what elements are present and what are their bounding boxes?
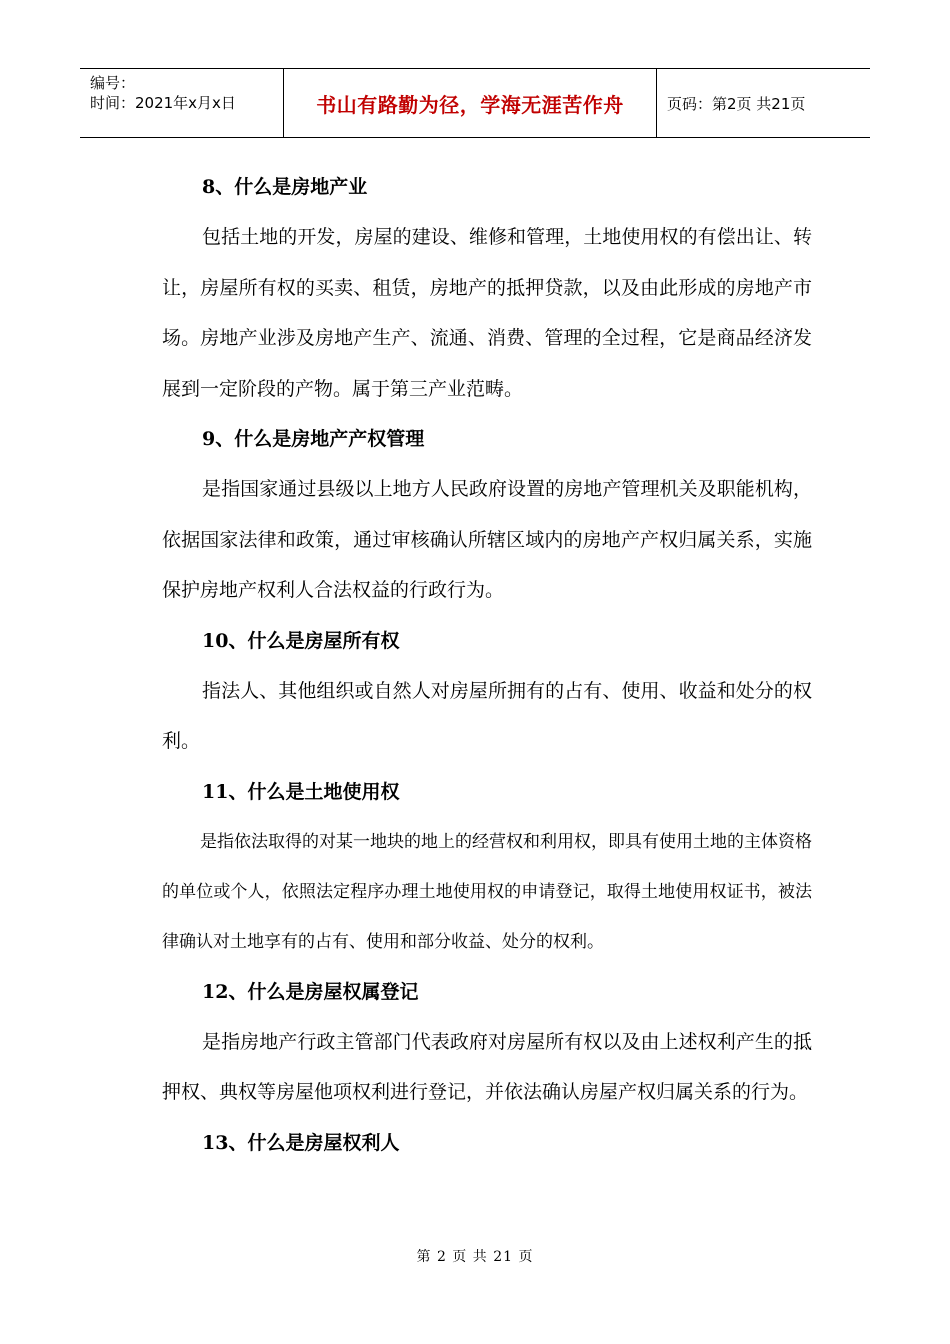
header-page-info: 页码：第2页 共21页 <box>667 94 806 113</box>
page-footer: 第 2 页 共 21 页 <box>416 1249 534 1265</box>
answer-paragraph: 包括土地的开发，房屋的建设、维修和管理，土地使用权的有偿出让、转让，房屋所有权的买卖、租赁，房地产的抵押贷款，以及由此形成的房地产市场。房地产业涉及房地产生产、流通、消费、管理的全过程，它是商品经济发展到一定阶段的产物。属于第三产业范畴。 <box>162 226 812 400</box>
answer-paragraph: 是指房地产行政主管部门代表政府对房屋所有权以及由上述权利产生的抵押权、典权等房屋他项权利进行登记，并依法确认房屋产权归属关系的行为。 <box>162 1030 812 1103</box>
question-heading: 13、什么是房屋权利人 <box>202 1131 400 1154</box>
page-header <box>80 68 870 138</box>
serial-number-label: 编号： <box>90 74 136 92</box>
answer-paragraph: 指法人、其他组织或自然人对房屋所拥有的占有、使用、收益和处分的权利。 <box>162 679 812 752</box>
question-heading: 12、什么是房屋权属登记 <box>202 980 419 1003</box>
date-label: 时间：2021年x月x日 <box>90 94 236 112</box>
question-heading: 9、什么是房地产产权管理 <box>202 428 425 450</box>
document-body <box>162 162 812 1168</box>
question-heading: 10、什么是房屋所有权 <box>202 629 400 652</box>
header-meta <box>80 69 283 137</box>
question-heading: 11、什么是土地使用权 <box>202 780 400 803</box>
answer-paragraph: 是指国家通过县级以上地方人民政府设置的房地产管理机关及职能机构，依据国家法律和政策，通过审核确认所辖区域内的房地产产权归属关系，实施保护房地产权利人合法权益的行政行为。 <box>162 478 812 601</box>
header-motto: 书山有路勤为径，学海无涯苦作舟 <box>283 69 657 137</box>
answer-paragraph: 是指依法取得的对某一地块的地上的经营权和利用权，即具有使用土地的主体资格的单位或个人，依照法定程序办理土地使用权的申请登记，取得土地使用权证书，被法律确认对土地享有的占有、使用和部分收益、处分的权利。 <box>162 831 812 952</box>
question-heading: 8、什么是房地产业 <box>202 176 368 198</box>
